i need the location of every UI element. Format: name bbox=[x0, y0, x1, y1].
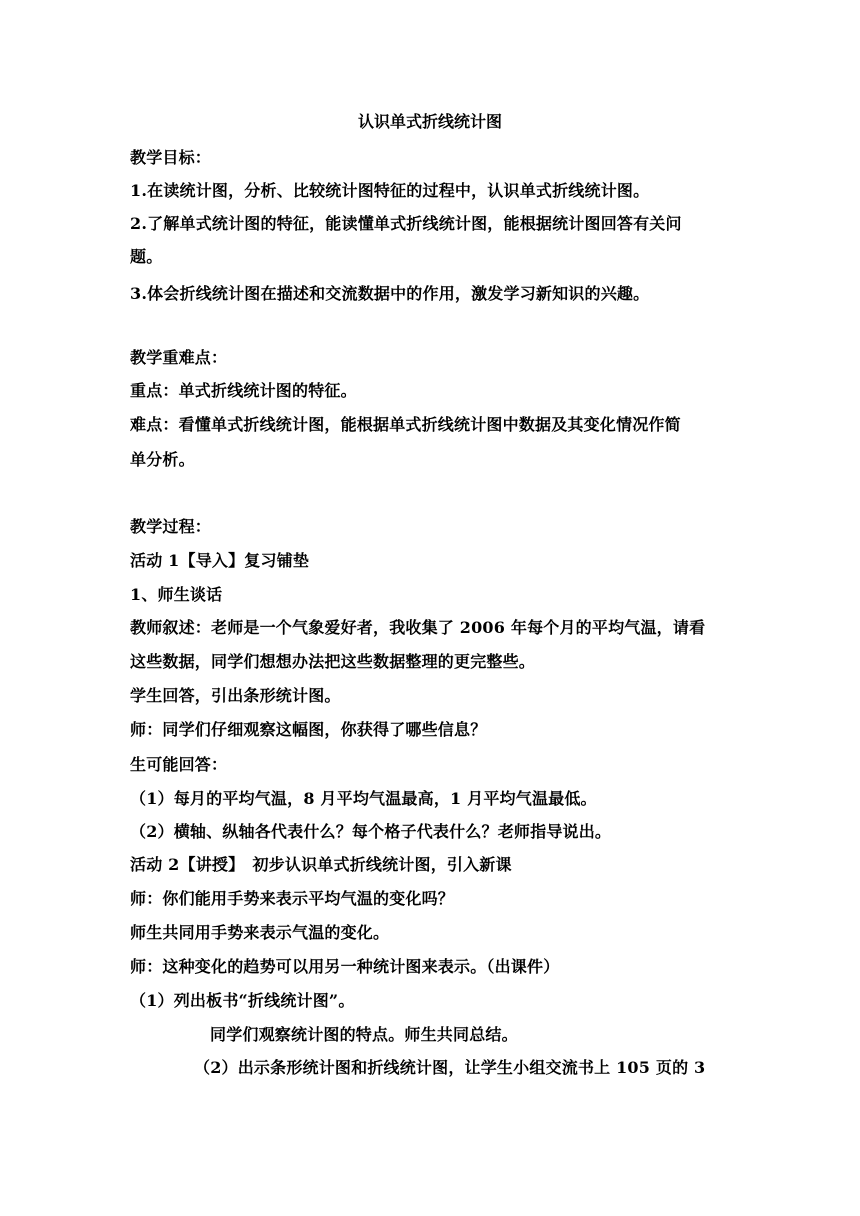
objective-2-line-2: 题。 bbox=[130, 247, 163, 266]
teacher-question-3: 师：这种变化的趋势可以用另一种统计图来表示。（出课件） bbox=[130, 957, 560, 976]
difficulty-line-1: 难点：看懂单式折线统计图，能根据单式折线统计图中数据及其变化情况作简 bbox=[130, 415, 681, 434]
document-title: 认识单式折线统计图 bbox=[357, 112, 502, 131]
teacher-question-1: 师：同学们仔细观察这幅图，你获得了哪些信息？ bbox=[130, 720, 487, 739]
board-step-1: （1）列出板书“折线统计图”。 bbox=[130, 991, 355, 1010]
step-1: 1、师生谈话 bbox=[130, 585, 223, 604]
answer-1: （1）每月的平均气温，8 月平均气温最高，1 月平均气温最低。 bbox=[130, 789, 597, 808]
observe-line: 同学们观察统计图的特点。师生共同总结。 bbox=[210, 1025, 518, 1044]
activity-1-heading: 活动 1【导入】复习铺垫 bbox=[130, 551, 310, 570]
objective-2-line-1: 2.了解单式统计图的特征，能读懂单式折线统计图，能根据统计图回答有关问 bbox=[130, 214, 682, 233]
keypoints-heading: 教学重难点： bbox=[130, 348, 228, 367]
difficulty-line-2: 单分析。 bbox=[130, 450, 195, 469]
key-point: 重点：单式折线统计图的特征。 bbox=[130, 381, 357, 400]
process-heading: 教学过程： bbox=[130, 517, 212, 536]
answer-2: （2）横轴、纵轴各代表什么？每个格子代表什么？老师指导说出。 bbox=[130, 822, 612, 841]
student-possible-answer: 生可能回答： bbox=[130, 755, 228, 774]
teacher-question-2: 师：你们能用手势来表示平均气温的变化吗？ bbox=[130, 889, 455, 908]
activity-2-heading: 活动 2【讲授】 初步认识单式折线统计图，引入新课 bbox=[130, 855, 512, 874]
board-step-2: （2）出示条形统计图和折线统计图，让学生小组交流书上 105 页的 3 bbox=[194, 1058, 706, 1077]
objective-1: 1.在读统计图，分析、比较统计图特征的过程中，认识单式折线统计图。 bbox=[130, 181, 650, 200]
objective-3: 3.体会折线统计图在描述和交流数据中的作用，激发学习新知识的兴趣。 bbox=[130, 284, 650, 303]
student-answer: 学生回答，引出条形统计图。 bbox=[130, 686, 341, 705]
objectives-heading: 教学目标： bbox=[130, 148, 212, 167]
narration-line-1: 教师叙述：老师是一个气象爱好者，我收集了 2006 年每个月的平均气温，请看 bbox=[130, 618, 706, 637]
gesture-line: 师生共同用手势来表示气温的变化。 bbox=[130, 923, 390, 942]
narration-line-2: 这些数据，同学们想想办法把这些数据整理的更完整些。 bbox=[130, 652, 536, 671]
